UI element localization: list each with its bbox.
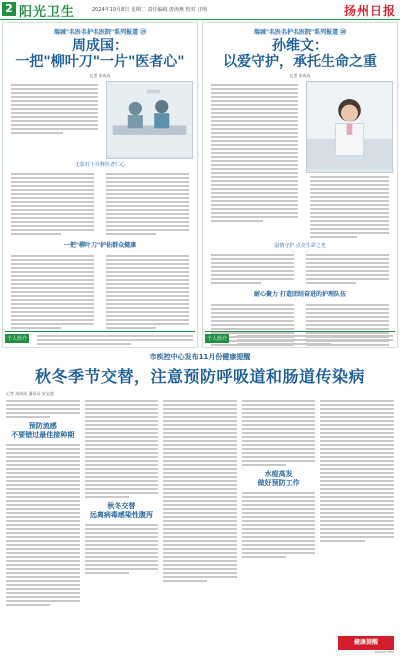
- health-tips-en: HEALTH TIPS: [375, 650, 394, 654]
- left-profile-lines: [37, 335, 193, 347]
- bottom-article: [2, 352, 398, 654]
- left-subhead: 一把"柳叶刀"护佑群众健康: [63, 242, 137, 250]
- bottom-body-columns: [2, 400, 398, 654]
- bottom-col-1: [6, 400, 80, 654]
- left-byline: 记者 宋成成: [89, 73, 111, 79]
- page-number: 2: [2, 2, 16, 16]
- left-photo-surgery: [106, 81, 193, 159]
- left-headline: [3, 38, 197, 70]
- right-body-mid: [207, 251, 393, 286]
- bottom-col-4: [242, 400, 316, 654]
- bottom-subhead-diarrhea: 秋冬交替 远离病毒感染性腹泻: [89, 502, 153, 519]
- left-profile-box: [5, 331, 195, 345]
- left-body-mid: [7, 170, 193, 237]
- right-headline: [203, 38, 397, 70]
- right-headline-line1: 孙维文：: [272, 38, 328, 54]
- health-tips-badge: 健康提醒: [338, 636, 394, 650]
- left-article: [2, 22, 198, 348]
- left-profile-tag: 个人简介: [7, 336, 28, 342]
- left-photo-caption: 无影灯下诠释医者仁心: [74, 162, 125, 169]
- left-headline-line2: 一把"柳叶刀"一片"医者心": [15, 54, 185, 71]
- bottom-subhead-flu: 预防流感 不要错过最佳接种期: [11, 422, 75, 439]
- bottom-series-label: 市疾控中心发布11月份健康提醒: [149, 353, 251, 361]
- newspaper-logo: 扬州日报: [343, 4, 396, 18]
- left-body-top: [7, 81, 193, 159]
- masthead: [0, 0, 400, 20]
- right-profile-box: [205, 331, 395, 345]
- right-headline-line2: 以爱守护，承托生命之重: [223, 54, 377, 71]
- nurse-portrait-image: [307, 82, 392, 169]
- bottom-col-5: [320, 400, 394, 654]
- right-body-top: [207, 81, 393, 240]
- right-series-label: 瑞城"名医名护名医院"系列报道 ⑳: [253, 29, 347, 36]
- date-editor-line: 2024年10月8日 星期二 责任编辑 唐海燕 校对 汪明: [92, 7, 208, 13]
- left-series-label: 瑞城"名医名护名医院"系列报道 ⑲: [53, 29, 147, 36]
- bottom-col-2: [85, 400, 159, 654]
- right-subhead: 耐心聚力 打造团结奋进的护理队伍: [253, 291, 347, 299]
- right-article: [202, 22, 398, 348]
- bottom-col-3: [163, 400, 237, 654]
- right-photo-nurse: [306, 81, 393, 173]
- bottom-byline: 记者 周成成 通讯员 宋宝波: [6, 391, 54, 396]
- right-profile-lines: [237, 335, 393, 347]
- left-text-block: [11, 84, 98, 159]
- surgery-scene-image: [107, 82, 192, 156]
- left-body-bottom: [7, 252, 193, 331]
- bottom-headline: 秋冬季节交替，注意预防呼吸道和肠道传染病: [34, 367, 365, 386]
- section-title: 阳光卫生: [19, 5, 76, 20]
- bottom-subhead-chickenpox: 水痘高发 做好预防工作: [257, 470, 300, 487]
- left-photo-wrap: [106, 81, 193, 159]
- right-profile-tag: 个人简介: [207, 336, 228, 342]
- left-headline-line1: 周成国：: [72, 38, 128, 54]
- right-byline: 记者 宋成成: [289, 73, 311, 79]
- right-photo-caption: 温情守护 点亮生命之光: [274, 243, 326, 250]
